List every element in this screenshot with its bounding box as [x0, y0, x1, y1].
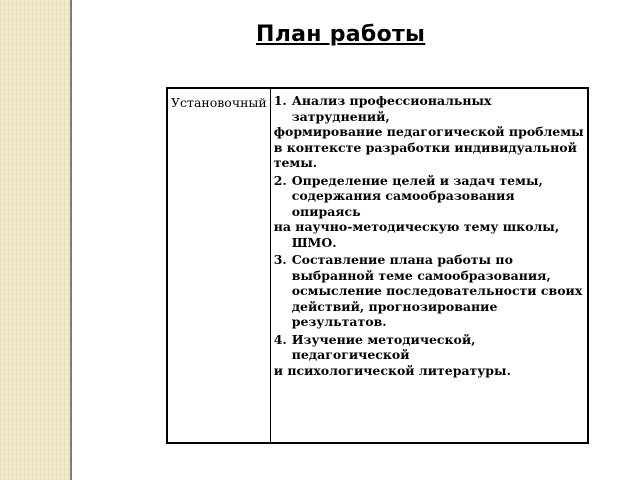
item-1-line-4	[274, 155, 585, 171]
item-1-line-1: Анализ профессиональных затруднений,	[291, 93, 492, 124]
list-item	[274, 93, 585, 171]
item-4-line-1: Изучение методической, педагогической	[291, 331, 476, 362]
steps-cell	[270, 88, 588, 443]
list-item	[274, 173, 585, 251]
item-4-head	[274, 332, 585, 363]
item-4-line-2-text: и психологической литературы.	[273, 362, 511, 378]
item-2-line-1: Определение целей и задач темы, содержания самообразования опираясь	[291, 172, 543, 219]
item-1-head	[274, 93, 585, 124]
item-2-head	[274, 173, 585, 220]
decorative-side-strip	[0, 0, 72, 480]
item-3-head	[274, 252, 585, 330]
item-3-line-1: Составление плана работы по выбранной теме самообразования, осмысление последовательности своих действий, прогнозирование результатов.	[291, 252, 583, 329]
item-2-line-2	[274, 219, 585, 250]
item-number: 1.	[273, 93, 287, 108]
item-1-line-2	[274, 124, 585, 140]
table-row	[167, 88, 588, 443]
stage-label: Установочный	[171, 95, 267, 110]
stage-cell	[167, 88, 270, 443]
item-1-line-3-text: в контексте разработки индивидуальной	[273, 139, 577, 155]
item-number: 4.	[273, 331, 287, 347]
item-1-line-2-text: формирование педагогической проблемы	[273, 124, 584, 139]
item-1-line-3	[274, 140, 585, 156]
item-2-line-2-text: на научно-методическую тему школы, ШМО.	[273, 219, 560, 250]
item-number: 2.	[273, 172, 287, 188]
list-item	[274, 252, 585, 330]
page-title: План работы	[256, 22, 426, 47]
item-1-line-4-text: темы.	[273, 155, 318, 170]
item-4-line-2	[274, 363, 585, 379]
list-item	[274, 332, 585, 379]
item-number: 3.	[273, 252, 287, 267]
plan-table	[166, 87, 589, 444]
